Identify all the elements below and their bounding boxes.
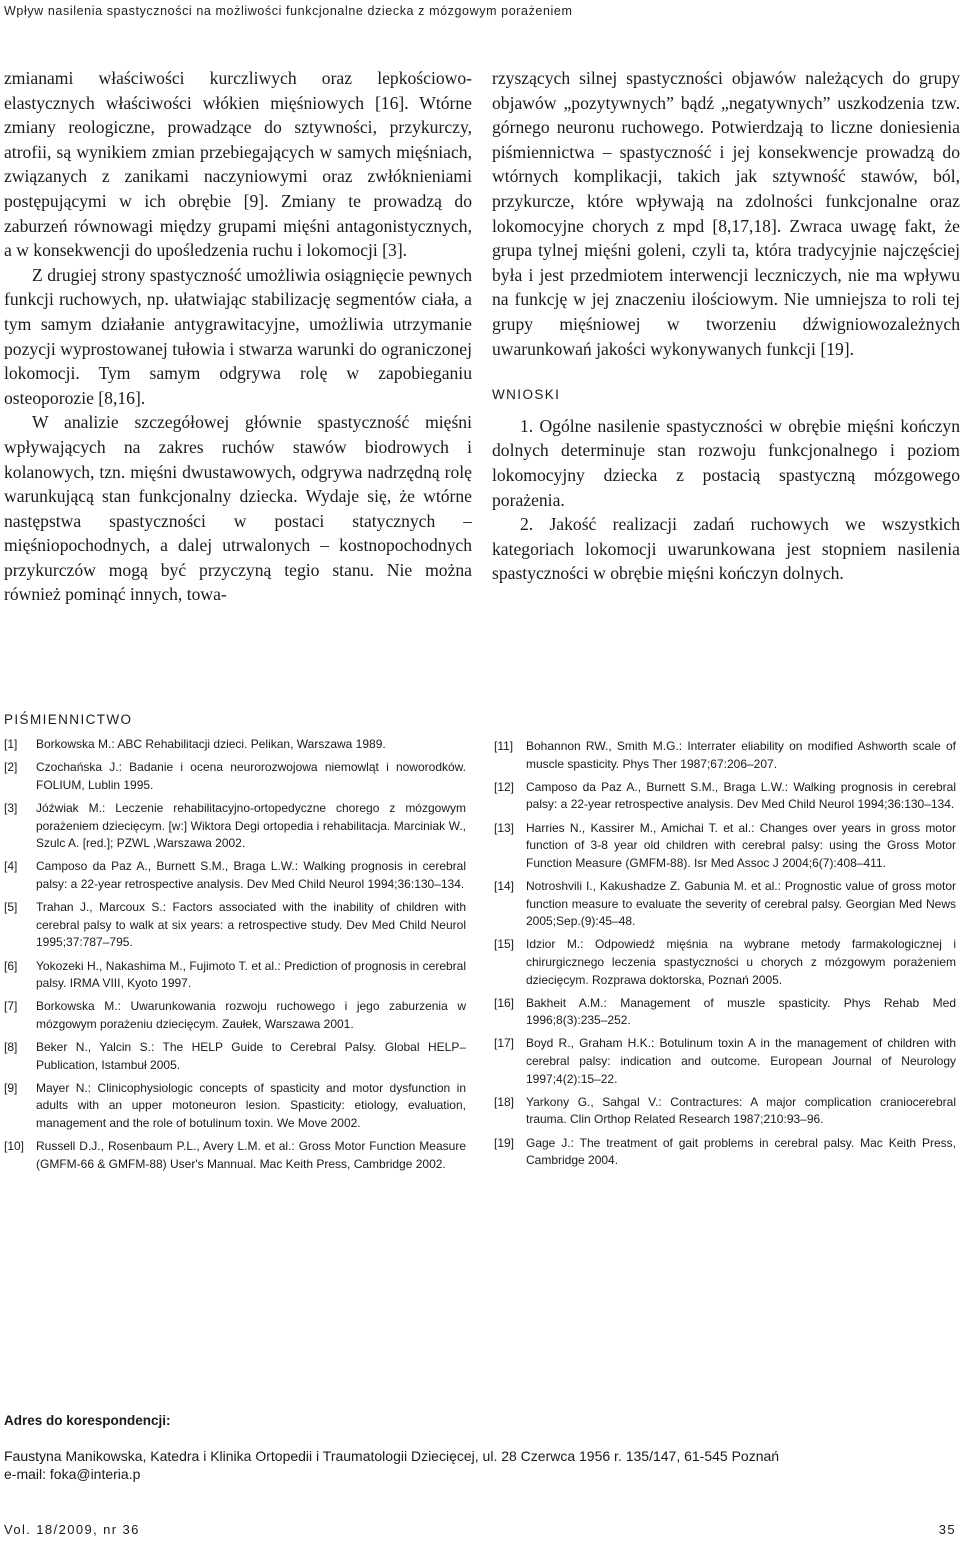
reference-number: [4]: [4, 859, 18, 874]
reference-item: [4, 759, 466, 794]
reference-number: [9]: [4, 1080, 18, 1095]
reference-item: [494, 738, 956, 773]
reference-item: [494, 995, 956, 1030]
reference-item: [494, 820, 956, 873]
reference-number: [16]: [494, 995, 515, 1010]
reference-number: [12]: [494, 779, 515, 794]
reference-item: [4, 1039, 466, 1074]
reference-text: Yarkony G., Sahgal V.: Contractures: A major complication craniocerebral trauma. Clin Orthop Related Research 1987;210:93–96.: [526, 1094, 956, 1127]
reference-text: Bohannon RW., Smith M.G.: Interrater eliability on modified Ashworth scale of muscle spasticity. Phys Ther 1987;67:206–207.: [526, 739, 956, 771]
reference-text: Jóźwiak M.: Leczenie rehabilitacyjno-ortopedyczne chorego z mózgowym porażeniem dziecięcym. [w:] Wiktora Degi ortopedia i rehabilitacja. Marciniak W., Szulc A. [red.]; PZWL ,Warszawa 2002.: [36, 800, 466, 851]
reference-number: [6]: [4, 958, 18, 973]
reference-item: [4, 1080, 466, 1133]
reference-number: [1]: [4, 737, 18, 751]
reference-text: Bakheit A.M.: Management of muszle spasticity. Phys Rehab Med 1996;8(3):235–252.: [526, 995, 956, 1028]
references-title: PIŚMIENNICTWO: [4, 712, 133, 727]
correspondence-address: Faustyna Manikowska, Katedra i Klinika Ortopedii i Traumatologii Dziecięcej, ul. 28 Czerwca 1956 r. 135/147, 61-545 Poznań: [4, 1448, 780, 1464]
reference-number: [8]: [4, 1040, 18, 1055]
conclusion-item: 1. Ogólne nasilenie spastyczności w obrębie mięśni kończyn dolnych determinuje stan rozwoju funkcjonalnego i poziom lokomocyjny dziecka z postacią spastyczną mózgowego porażenia.: [492, 415, 960, 510]
right-column: [492, 66, 960, 586]
reference-text: Russell D.J., Rosenbaum P.L., Avery L.M. et al.: Gross Motor Function Measure (GMFM-66 & GMFM-88) User's Mannual. Mac Keith Press, Cambridge 2002.: [36, 1139, 466, 1171]
reference-number: [17]: [494, 1036, 515, 1051]
reference-item: [4, 998, 466, 1033]
left-column: [4, 66, 472, 607]
reference-number: [7]: [4, 999, 18, 1014]
reference-item: [4, 958, 466, 993]
correspondence-title: Adres do korespondencji:: [4, 1413, 171, 1428]
reference-text: Borkowska M.: Uwarunkowania rozwoju ruchowego i jego zaburzenia w mózgowym porażeniu dziecięcym. Zaułek, Warszawa 2001.: [36, 999, 466, 1031]
reference-text: Beker N., Yalcin S.: The HELP Guide to Cerebral Palsy. Global HELP– Publication, Istambuł 2005.: [36, 1040, 466, 1072]
reference-number: [3]: [4, 800, 18, 815]
reference-number: [10]: [4, 1139, 25, 1154]
reference-item: [494, 1135, 956, 1170]
reference-number: [19]: [494, 1135, 515, 1150]
footer-volume: Vol. 18/2009, nr 36: [4, 1522, 140, 1537]
conclusions-title: WNIOSKI: [492, 387, 561, 403]
reference-text: Yokozeki H., Nakashima M., Fujimoto T. et al.: Prediction of prognosis in cerebral palsy. IRMA VIII, Kyoto 1997.: [36, 958, 466, 991]
conclusion-item: 2. Jakość realizacji zadań ruchowych we wszystkich kategoriach lokomocji uwarunkowana jest stopniem nasilenia spastyczności w obrębie mięśni kończyn dolnych.: [492, 514, 960, 584]
reference-number: [15]: [494, 937, 515, 952]
reference-number: [14]: [494, 878, 515, 893]
reference-number: [2]: [4, 760, 18, 775]
reference-item: [494, 936, 956, 989]
reference-text: Harries N., Kassirer M., Amichai T. et al.: Changes over years in gross motor function of 3-8 year old children with cerebral palsy: using the Gross Motor Function Measure (GMFM-88). Isr Med Assoc J 2004;6(7):408–411.: [526, 820, 956, 870]
footer-page-number: 35: [938, 1522, 956, 1537]
reference-item: [494, 1035, 956, 1088]
reference-item: [494, 878, 956, 931]
correspondence-block: [4, 1447, 779, 1483]
reference-number: [18]: [494, 1094, 515, 1109]
body-paragraph: W analizie szczegółowej głównie spastyczność mięśni wpływających na zakres ruchów stawów biodrowych i kolanowych, tzn. mięśni dwustawowych, odgrywa nadrzędną rolę warunkującą stan funkcjonalny dziecka. Wydaje się, że wtórne następstwa spastyczności w postaci statycznych – mięśniopochodnych, a dalej utrwalonych – kostnopochodnych przykurczów mogą być przyczyną tegio stanu. Nie można również pominąć innych, towa-: [4, 412, 472, 605]
reference-text: Trahan J., Marcoux S.: Factors associated with the inability of children with cerebral palsy to walk at six years: a retrospective study. Dev Med Child Neurol 1995;37:787–795.: [36, 900, 466, 950]
running-head: Wpływ nasilenia spastyczności na możliwości funkcjonalne dziecka z mózgowym porażeniem: [4, 4, 573, 18]
reference-text: Borkowska M.: ABC Rehabilitacji dzieci. Pelikan, Warszawa 1989.: [36, 737, 386, 751]
reference-text: Mayer N.: Clinicophysiologic concepts of spasticity and motor dysfunction in adults with an upper motoneuron lesion. Spasticity: etiology, evaluation, management and the role of botulinum toxin. We Move 2002.: [36, 1080, 466, 1131]
reference-text: Gage J.: The treatment of gait problems in cerebral palsy. Mac Keith Press, Cambridge 2004.: [526, 1135, 956, 1168]
reference-text: Idzior M.: Odpowiedź mięśnia na wybrane metody farmakologicznej i chirurgicznego leczenia spastyczności u chorych z mózgowym porażeniem dziecięcym. Rozprawa doktorska, Poznań 2005.: [526, 937, 956, 987]
reference-number: [11]: [494, 739, 514, 753]
body-paragraph: zmianami właściwości kurczliwych oraz lepkościowo-elastycznych właściwości włókien mięśniowych [16]. Wtórne zmiany reologiczne, prowadzące do sztywności, przykurczy, atrofii, są wynikiem zmian przebiegających w samych mięśniach, związanych z zanikami naczyniowymi oraz zwłóknieniami postępującymi w ich obrębie [9]. Zmiany te prowadzą do zaburzeń równowagi między grupami mięśni antagonistycznych, a w konsekwencji do upośledzenia ruchu i lokomocji [3].: [4, 68, 472, 261]
body-paragraph: Z drugiej strony spastyczność umożliwia osiągnięcie pewnych funkcji ruchowych, np. ułatwiając stabilizację segmentów ciała, a tym samym działanie antygrawitacyjne, umożliwia utrzymanie pozycji wyprostowanej tułowia i stwarza warunki do ograniczonej lokomocji. Tym samym odgrywa rolę w zapobieganiu osteoporozie [8,16].: [4, 264, 472, 408]
reference-text: Czochańska J.: Badanie i ocena neurorozwojowa niemowląt i noworodków. FOLIUM, Lublin 1995.: [36, 760, 466, 792]
reference-number: [5]: [4, 900, 18, 915]
reference-item: [4, 858, 466, 893]
body-paragraph: rzyszących silnej spastyczności objawów należących do grupy objawów „pozytywnych” bądź „negatywnych” uszkodzenia tzw. górnego neuronu ruchowego. Potwierdzają to liczne doniesienia piśmiennictwa – spastyczność i jej konsekwencje prowadzą do wtórnych komplikacji, takich jak sztywność stawów, ból, przykurcze, które wpływają na zdolności funkcjonalne oraz lokomocyjne chorych z mpd [8,17,18]. Zwraca uwagę fakt, że grupa tylnej mięśni goleni, czyli ta, która tradycyjnie najczęściej była i jest przedmiotem interwencji leczniczych, nie ma wpływu na funkcję w jej znaczeniu ilościowym. Nie umniejsza to roli tej grupy mięśniowej w tworzeniu dźwigniowozależnych uwarunkowań jakości wykonywanych funkcji [19].: [492, 68, 960, 359]
reference-item: [494, 779, 956, 814]
reference-text: Notroshvili I., Kakushadze Z. Gabunia M. et al.: Prognostic value of gross motor function measure to evaluate the severity of cerebral palsy. Georgian Med News 2005;Sep.(9):45–48.: [526, 878, 956, 929]
references-list-right: [494, 738, 956, 1175]
correspondence-email: e-mail: foka@interia.p: [4, 1466, 141, 1482]
references-list-left: [4, 736, 466, 1179]
reference-item: [494, 1094, 956, 1129]
reference-item: [4, 899, 466, 952]
reference-text: Camposo da Paz A., Burnett S.M., Braga L.W.: Walking prognosis in cerebral palsy: a 22-year retrospective analysis. Dev Med Child Neurol 1994;36:130–134.: [526, 779, 956, 812]
reference-text: Camposo da Paz A., Burnett S.M., Braga L.W.: Walking prognosis in cerebral palsy: a 22-year retrospective analysis. Dev Med Child Neurol 1994;36:130–134.: [36, 859, 466, 891]
reference-item: [4, 1138, 466, 1173]
reference-number: [13]: [494, 820, 515, 835]
reference-item: [4, 736, 466, 754]
reference-text: Boyd R., Graham H.K.: Botulinum toxin A in the management of children with cerebral palsy: indication and outcome. European Journal of Neurology 1997;4(2):15–22.: [526, 1036, 956, 1086]
reference-item: [4, 800, 466, 853]
